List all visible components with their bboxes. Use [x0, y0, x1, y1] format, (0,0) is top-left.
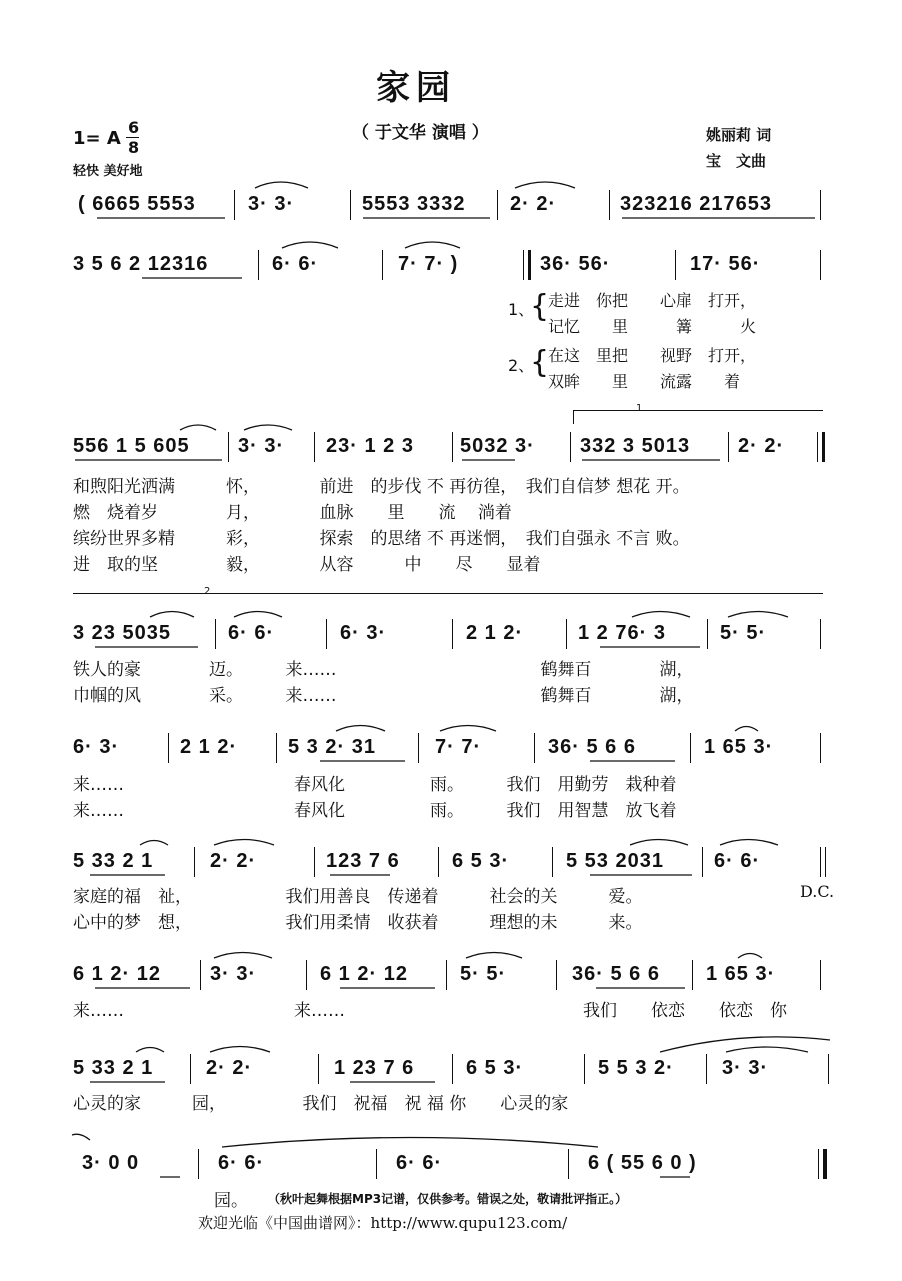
- measure: 3· 0 0: [82, 1152, 140, 1174]
- measure: 3 5 6 2 12316: [73, 253, 209, 275]
- measure: 5 5 3 2·: [598, 1057, 674, 1079]
- measure: 5· 5·: [720, 622, 767, 644]
- measure: 3· 3·: [248, 193, 295, 215]
- volta-number: 2: [204, 586, 211, 597]
- key-signature: 1= A: [73, 128, 121, 149]
- lyricist-credit: 姚丽莉 词: [706, 126, 772, 144]
- measure: 6· 6·: [396, 1152, 443, 1174]
- measure: 6· 3·: [340, 622, 387, 644]
- measure: 2· 2·: [510, 193, 557, 215]
- measure: 2 1 2·: [466, 622, 524, 644]
- lyric-line: 来…… 来…… 我们 依恋 依恋 你: [73, 1001, 787, 1021]
- measure: 6· 6·: [714, 850, 761, 872]
- measure: 5 3 2· 31: [288, 736, 376, 758]
- lyric-line: 园。: [214, 1191, 248, 1211]
- measure: 36· 5 6 6: [548, 736, 636, 758]
- measure: 6 5 3·: [466, 1057, 524, 1079]
- measure: 7· 7· ): [398, 253, 459, 275]
- measure: 3· 3·: [722, 1057, 769, 1079]
- composer-credit: 宝 文曲: [706, 152, 767, 170]
- lyric-line: 心灵的家 园， 我们 祝福 祝 福 你 心灵的家: [73, 1094, 569, 1114]
- measure: 2· 2·: [206, 1057, 253, 1079]
- lyric-line: 缤纷世界多精 彩， 探索 的思绪 不 再迷惘， 我们自强永 不言 败。: [73, 529, 690, 549]
- lyric-line: 巾帼的风 采。 来…… 鹤舞百 湖，: [73, 686, 694, 706]
- measure: 3 23 5035: [73, 622, 171, 644]
- measure: 6· 3·: [73, 736, 120, 758]
- measure: 1 65 3·: [704, 736, 774, 758]
- measure: 3· 3·: [210, 963, 257, 985]
- measure: 5 53 2031: [566, 850, 664, 872]
- measure: 2· 2·: [210, 850, 257, 872]
- verse-label-2: 2、: [508, 356, 535, 375]
- measure: 17· 56·: [690, 253, 761, 275]
- verse-label-1: 1、: [508, 300, 535, 319]
- volta-number: 1: [636, 403, 643, 414]
- site-credit: 欢迎光临《中国曲谱网》：http://www.qupu123.com/: [198, 1214, 568, 1232]
- measure: 6 1 2· 12: [320, 963, 408, 985]
- tempo-marking: 轻快 美好地: [73, 164, 143, 179]
- verse-line: 走进 你把 心扉 打开，: [548, 291, 757, 310]
- da-capo-marking: D.C.: [800, 882, 835, 901]
- lyric-line: 心中的梦 想， 我们用柔情 收获着 理想的未 来。: [73, 913, 643, 933]
- measure: 5· 5·: [460, 963, 507, 985]
- measure: 123 7 6: [326, 850, 400, 872]
- lyric-line: 和煦阳光洒满 怀， 前进 的步伐 不 再彷徨， 我们自信梦 想花 开。: [73, 477, 690, 497]
- lyric-line: 燃 烧着岁 月， 血脉 里 流 淌着: [73, 503, 512, 523]
- verse-line: 双眸 里 流露 着: [548, 372, 741, 391]
- measure: 5 33 2 1: [73, 850, 154, 872]
- measure: 23· 1 2 3: [326, 435, 414, 457]
- measure: 6 5 3·: [452, 850, 510, 872]
- measure: 6· 6·: [228, 622, 275, 644]
- measure: 6· 6·: [218, 1152, 265, 1174]
- measure: 7· 7·: [435, 736, 482, 758]
- verse-line: 记忆 里 篝 火: [548, 317, 757, 336]
- measure: 5 33 2 1: [73, 1057, 154, 1079]
- measure: 36· 5 6 6: [572, 963, 660, 985]
- lyric-line: 来…… 春风化 雨。 我们 用智慧 放飞着: [73, 801, 677, 821]
- page-title: 家园: [376, 68, 456, 108]
- measure: 5553 3332: [362, 193, 466, 215]
- lyric-line: 家庭的福 祉， 我们用善良 传递着 社会的关 爱。: [73, 887, 643, 907]
- lyric-line: 进 取的坚 毅， 从容 中 尽 显着: [73, 555, 541, 575]
- transcriber-note: （秋叶起舞根据MP3记谱，仅供参考。错误之处，敬请批评指正。）: [268, 1192, 628, 1206]
- brace-2: {: [530, 345, 550, 380]
- measure: 1 2 76· 3: [578, 622, 666, 644]
- measure: ( 6665 5553: [78, 193, 196, 215]
- measure: 1 65 3·: [706, 963, 776, 985]
- time-signature-denominator: 8: [128, 138, 140, 157]
- measure: 556 1 5 605: [73, 435, 190, 457]
- verse-line: 在这 里把 视野 打开，: [548, 346, 757, 365]
- measure: 3· 3·: [238, 435, 285, 457]
- measure: 2 1 2·: [180, 736, 238, 758]
- measure: 5032 3·: [460, 435, 535, 457]
- measure: 1 23 7 6: [334, 1057, 415, 1079]
- measure: 36· 56·: [540, 253, 611, 275]
- measure: 2· 2·: [738, 435, 785, 457]
- lyric-line: 铁人的豪 迈。 来…… 鹤舞百 湖，: [73, 660, 694, 680]
- measure: 6· 6·: [272, 253, 319, 275]
- brace-1: {: [530, 289, 550, 324]
- lyric-line: 来…… 春风化 雨。 我们 用勤劳 栽种着: [73, 775, 677, 795]
- time-signature-numerator: 6: [128, 118, 140, 137]
- measure: 6 1 2· 12: [73, 963, 161, 985]
- performer-subtitle: （ 于文华 演唱 ）: [352, 123, 489, 143]
- measure: 323216 217653: [620, 193, 773, 215]
- measure: 6 ( 55 6 0 ): [588, 1152, 697, 1174]
- measure: 332 3 5013: [580, 435, 691, 457]
